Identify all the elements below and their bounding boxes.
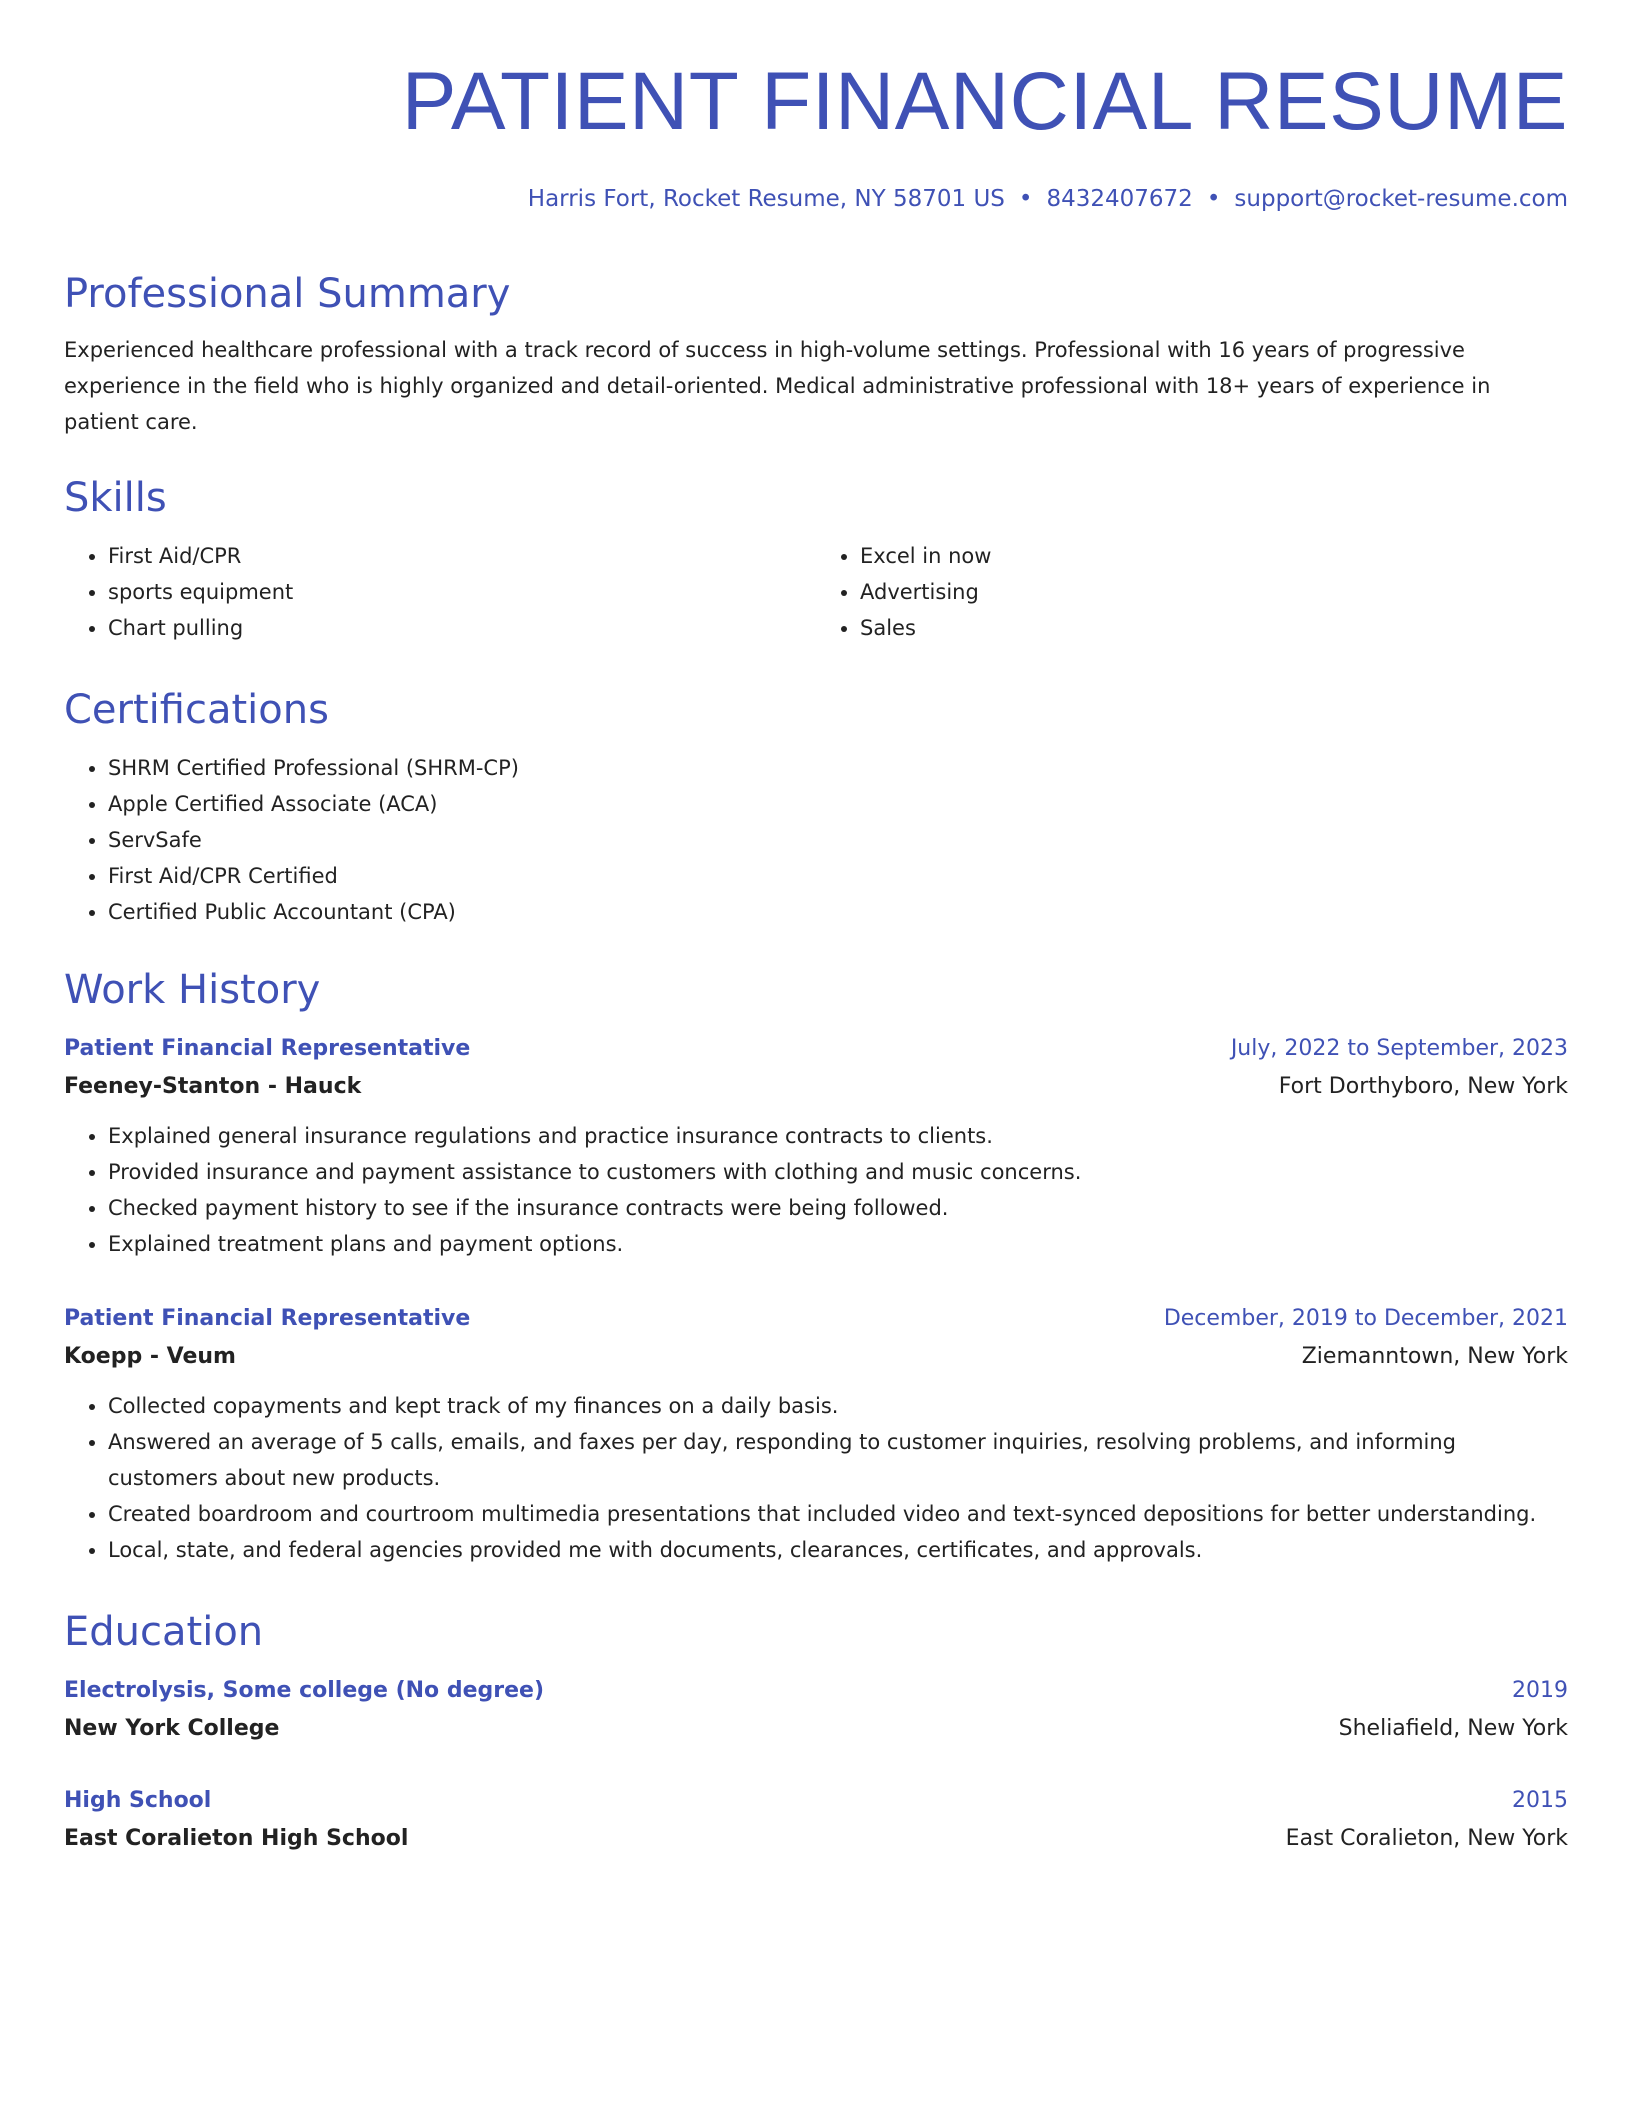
skill-item: • Chart pulling [108,610,816,646]
job-bullet: • Explained treatment plans and payment options. [108,1226,1568,1262]
job-bullet: • Created boardroom and courtroom multimedia presentations that included video and text-synced depositions for better understanding. [108,1496,1568,1532]
job-dates: December, 2019 to December, 2021 [1163,1306,1568,1331]
skill-item: • Excel in now [860,538,1568,574]
job-title: Patient Financial Representative [64,1036,471,1061]
contact-phone: 8432407672 [1046,186,1193,212]
job-bullets [64,1118,1568,1262]
education-year: 2019 [1512,1678,1568,1703]
education-school: New York College [64,1716,280,1741]
contact-address: Harris Fort, Rocket Resume, NY 58701 US [527,186,1005,212]
section-title-certifications: Certifications [64,687,329,733]
certifications-section [64,684,1568,930]
summary-text: Experienced healthcare professional with a track record of success in high-volume settings. Professional with 16 years of progressive experience in the field who is highly organized and detail-oriented. Medical administrative professional with 18+ years of experience in patient care. [64,338,1491,434]
skill-item: • First Aid/CPR [108,538,816,574]
skills-columns [64,538,1568,646]
job-title-row [64,1030,1568,1068]
job-bullet: • Explained general insurance regulations and practice insurance contracts to clients. [108,1118,1568,1154]
skills-section [64,472,1568,646]
section-title-skills: Skills [64,475,167,521]
job-bullet: • Checked payment history to see if the insurance contracts were being followed. [108,1190,1568,1226]
certifications-list [64,750,1568,930]
job-bullet: • Provided insurance and payment assistance to customers with clothing and music concerns. [108,1154,1568,1190]
education-school: East Coralieton High School [64,1826,409,1851]
skills-right-list [816,538,1568,646]
skill-item: • Advertising [860,574,1568,610]
job-company-row [64,1338,1568,1376]
job-entry [64,1030,1568,1262]
job-title-row [64,1300,1568,1338]
certification-item: • First Aid/CPR Certified [108,858,1568,894]
work-history-section [64,964,1568,1568]
education-degree: Electrolysis, Some college (No degree) [64,1678,544,1703]
education-location: East Coralieton, New York [1285,1826,1568,1851]
section-title-education: Education [64,1609,264,1655]
education-degree: High School [64,1788,212,1813]
skill-item: • sports equipment [108,574,816,610]
education-section [64,1606,1568,1858]
resume-header [64,0,1568,216]
contact-email: support@rocket-resume.com [1234,186,1568,212]
job-title: Patient Financial Representative [64,1306,471,1331]
education-entry [64,1672,1568,1748]
certification-item: • Apple Certified Associate (ACA) [108,786,1568,822]
education-school-row [64,1710,1568,1748]
job-entry [64,1300,1568,1568]
resume-name: PATIENT FINANCIAL RESUME [401,56,1568,147]
job-company: Koepp - Veum [64,1344,236,1369]
certification-item: • ServSafe [108,822,1568,858]
job-location: Ziemanntown, New York [1301,1344,1568,1369]
contact-line [64,182,1568,216]
skill-item: • Sales [860,610,1568,646]
job-bullet: • Answered an average of 5 calls, emails, and faxes per day, responding to customer inquiries, resolving problems, and informing customers about new products. [108,1424,1568,1496]
job-bullet: • Local, state, and federal agencies provided me with documents, clearances, certificates, and approvals. [108,1532,1568,1568]
skills-left-list [64,538,816,646]
contact-separator: • [1206,186,1221,212]
section-title-summary: Professional Summary [64,271,511,317]
job-location: Fort Dorthyboro, New York [1278,1074,1568,1099]
contact-separator: • [1018,186,1033,212]
education-degree-row [64,1782,1568,1820]
job-bullet: • Collected copayments and kept track of my finances on a daily basis. [108,1388,1568,1424]
job-dates: July, 2022 to September, 2023 [1230,1036,1568,1061]
education-year: 2015 [1512,1788,1568,1813]
education-entry [64,1782,1568,1858]
section-title-work-history: Work History [64,967,321,1013]
job-bullets [64,1388,1568,1568]
job-company: Feeney-Stanton - Hauck [64,1074,362,1099]
education-school-row [64,1820,1568,1858]
education-degree-row [64,1672,1568,1710]
job-company-row [64,1068,1568,1106]
certification-item: • Certified Public Accountant (CPA) [108,894,1568,930]
summary-section [64,268,1568,440]
education-location: Sheliafield, New York [1338,1716,1568,1741]
certification-item: • SHRM Certified Professional (SHRM-CP) [108,750,1568,786]
